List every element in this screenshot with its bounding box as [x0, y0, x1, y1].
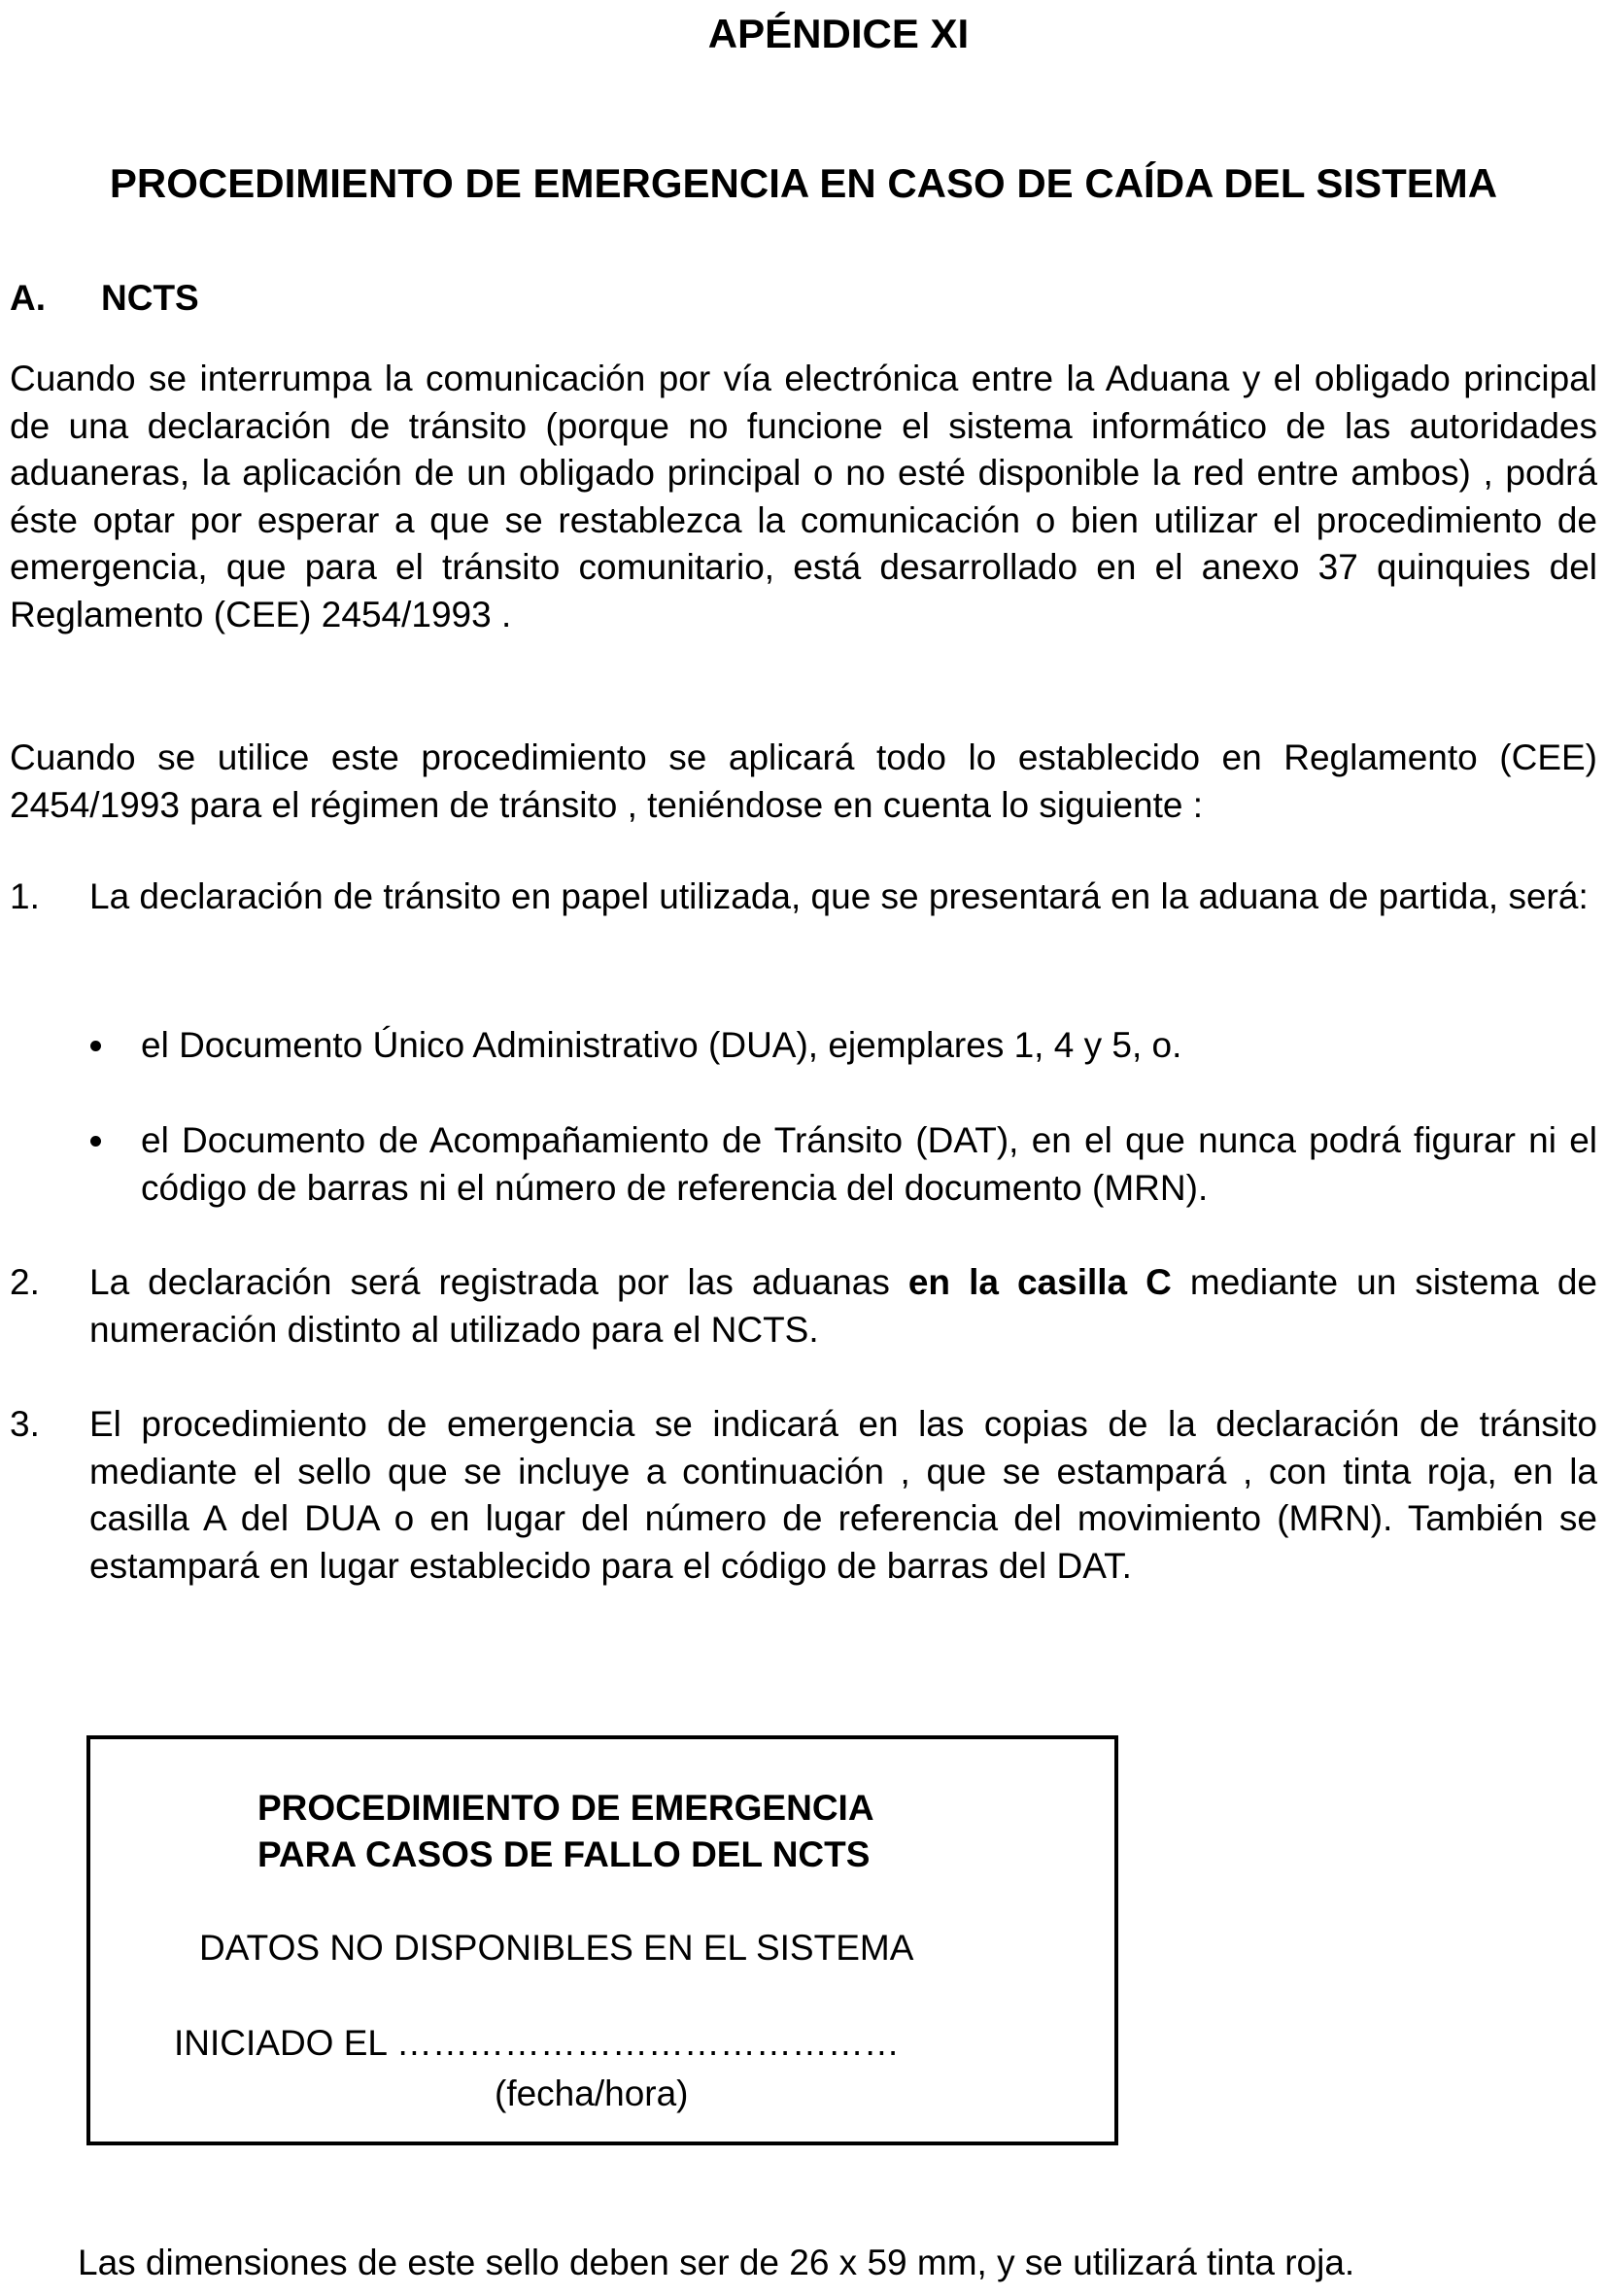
bullet-icon — [90, 1041, 101, 1051]
list-item-text — [89, 1259, 1597, 1354]
paragraph-1: Cuando se interrumpa la comunicación por vía electrónica entre la Aduana y el obligado principal de una declaración de tránsito (porque no funcione el sistema informático de las autoridades aduaneras, la aplicación de un obligado principal o no esté disponible la red entre ambos) , podrá éste optar por esperar a que se restablezca la comunicación o bien utilizar el procedimiento de emergencia, que para el tránsito comunitario, está desarrollado en el anexo 37 quinquies del Reglamento (CEE) 2454/1993 . — [10, 359, 1597, 634]
section-heading — [10, 280, 199, 316]
list-item-number: 1. — [10, 876, 40, 916]
stamp-footnote: Las dimensiones de este sello deben ser de 26 x 59 mm, y se utilizará tinta roja. — [78, 2243, 1355, 2282]
list-item-1 — [10, 874, 1597, 921]
list-item-number: 2. — [10, 1262, 40, 1302]
list-item-2 — [10, 1259, 1597, 1354]
list-item-3 — [10, 1401, 1597, 1590]
list-item-number: 3. — [10, 1404, 40, 1444]
stamp-date-hint: (fecha/hora) — [495, 2073, 689, 2113]
stamp-title-line-1: PROCEDIMIENTO DE EMERGENCIA — [257, 1788, 874, 1828]
document-title: PROCEDIMIENTO DE EMERGENCIA EN CASO DE CAÍDA DEL SISTEMA — [109, 160, 1498, 206]
stamp-status-line: DATOS NO DISPONIBLES EN EL SISTEMA — [199, 1928, 914, 1968]
appendix-title: APÉNDICE XI — [707, 11, 970, 56]
list-item-text-bold: en la casilla C — [907, 1262, 1172, 1302]
list-item-text-start: La declaración será registrada por las aduanas — [89, 1262, 908, 1302]
list-item-text: El procedimiento de emergencia se indicará en las copias de la declaración de tránsito mediante el sello que se incluye a continuación , que se estampará , con tinta roja, en la casilla A del DUA o en lugar del número de referencia del movimiento (MRN). También se estampará en lugar establecido para el código de barras del DAT. — [89, 1404, 1597, 1586]
emergency-stamp-box — [86, 1735, 1118, 2145]
stamp-title-line-2: PARA CASOS DE FALLO DEL NCTS — [257, 1834, 871, 1874]
bullet-item-2 — [83, 1117, 1597, 1212]
bullet-text: el Documento Único Administrativo (DUA), ejemplares 1, 4 y 5, o. — [141, 1025, 1182, 1065]
list-item-text-end: mediante un sistema de numeración distinto al utilizado para el NCTS. — [89, 1262, 1597, 1350]
bullet-item-1 — [83, 1022, 1597, 1070]
bullet-icon — [90, 1136, 101, 1147]
paragraph-2: Cuando se utilice este procedimiento se aplicará todo lo establecido en Reglamento (CEE) 2454/1993 para el régimen de tránsito , teniéndose en cuenta lo siguiente : — [10, 737, 1597, 825]
bullet-text: el Documento de Acompañamiento de Tránsito (DAT), en el que nunca podrá figurar ni el código de barras ni el número de referencia del documento (MRN). — [141, 1120, 1597, 1208]
section-number: A. — [10, 278, 46, 318]
stamp-start-line: INICIADO EL …………………………………… — [174, 2023, 900, 2063]
section-title: NCTS — [101, 278, 199, 318]
list-item-text: La declaración de tránsito en papel utilizada, que se presentará en la aduana de partida, será: — [89, 876, 1589, 916]
